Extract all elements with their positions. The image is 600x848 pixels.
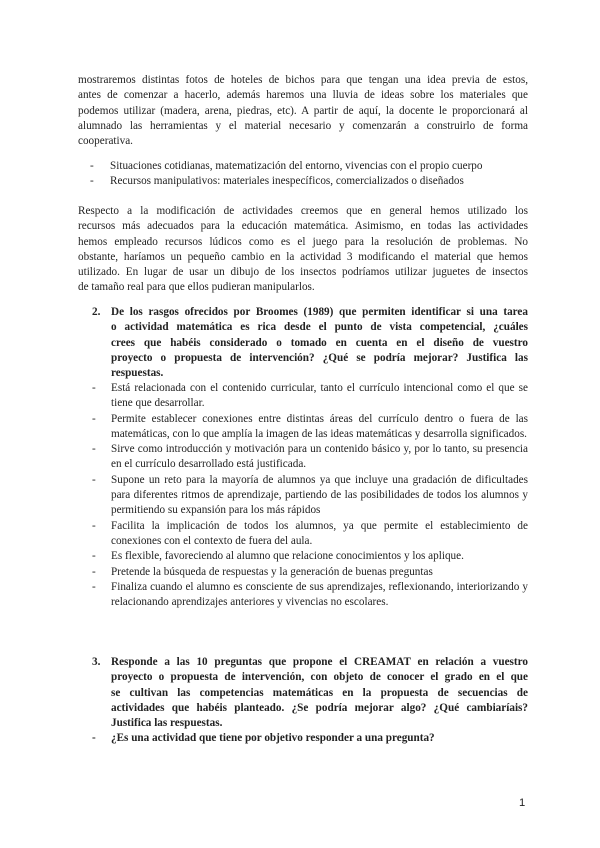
- list-item: [78, 174, 528, 189]
- text-line: obstante, haríamos un pequeño cambio en la actividad 3 modificando el material que hemos: [78, 250, 528, 263]
- list-item-text: Sirve como introducción y motivación para un contenido básico y, por lo tanto, su presencia en el currículo desarrollado está justificada.: [111, 443, 528, 471]
- resources-list: [78, 159, 528, 190]
- list-item: [92, 580, 528, 611]
- list-item-text: ¿Es una actividad que tiene por objetivo responder a una pregunta?: [111, 732, 435, 744]
- list-item: [92, 381, 528, 412]
- text-line: de tamaño real para que ellos pudieran manipularlos.: [78, 281, 315, 294]
- list-item: [92, 519, 528, 550]
- creamat-questions-list: [92, 731, 528, 746]
- list-item: [92, 442, 528, 473]
- list-item: [92, 549, 528, 564]
- list-item-text: Finaliza cuando el alumno es consciente de sus aprendizajes, reflexionando, interiorizando y relacionando aprendizajes anteriores y vivencias no escolares.: [111, 580, 528, 609]
- list-item-text: Permite establecer conexiones entre distintas áreas del currículo dentro o fuera de las matemáticas, con lo que amplía la imagen de las ideas matemáticas y desarrolla significados.: [111, 412, 528, 440]
- text-line: Respecto a la modificación de actividades creemos que en general hemos utilizado los: [78, 205, 528, 217]
- text-line: actividades que habéis planteado. ¿Se podría mejorar algo? ¿Qué cambiaríais?: [111, 701, 528, 714]
- list-item: [92, 731, 528, 746]
- dash-bullet: -: [90, 175, 94, 188]
- dash-bullet: -: [92, 412, 96, 425]
- dash-bullet: -: [92, 443, 96, 456]
- dash-bullet: -: [92, 580, 96, 593]
- list-item-text: Facilita la implicación de todos los alumnos, ya que permite el establecimiento de conexiones con el contexto de fuera del aula.: [111, 519, 528, 547]
- dash-bullet: -: [92, 732, 96, 744]
- question-3-heading: [111, 655, 528, 731]
- list-item-text: Recursos manipulativos: materiales inespecíficos, comercializados o diseñados: [110, 175, 464, 188]
- question-number: 2.: [92, 306, 101, 318]
- text-line: respuestas.: [111, 367, 164, 380]
- dash-bullet: -: [92, 519, 96, 532]
- dash-bullet: -: [92, 550, 96, 563]
- modification-paragraph: [78, 204, 528, 296]
- text-line: o actividad matemática es rica desde el punto de vista competencial, ¿cuáles: [111, 321, 528, 334]
- list-item: [92, 412, 528, 443]
- question-number: 3.: [92, 656, 101, 668]
- dash-bullet: -: [92, 382, 96, 394]
- text-line: crees que habéis considerado o tomado en cuenta en el diseño de vuestro: [111, 336, 528, 349]
- list-item: [92, 565, 528, 580]
- list-item-text: Situaciones cotidianas, matematización del entorno, vivencias con el propio cuerpo: [110, 160, 483, 172]
- text-line: proyecto o propuesta de intervención, con objeto de conocer el grado en el que: [111, 671, 528, 684]
- broomes-answers-list: [92, 381, 528, 610]
- text-line: proyecto o propuesta de intervención? ¿Qué se podría mejorar? Justifica las: [111, 351, 528, 364]
- list-item: [92, 473, 528, 519]
- list-item-text: Está relacionada con el contenido curricular, tanto el currículo intencional como el que se tiene que desarrollar.: [111, 382, 528, 410]
- question-2-heading: [111, 305, 528, 381]
- text-line: cooperativa.: [78, 135, 133, 148]
- text-line: Responde a las 10 preguntas que propone el CREAMAT en relación a vuestro: [111, 656, 528, 668]
- page-number: 1: [519, 797, 526, 809]
- list-item-text: Es flexible, favoreciendo al alumno que relacione conocimientos y los aplique.: [111, 550, 464, 563]
- dash-bullet: -: [92, 473, 96, 486]
- list-item-text: Supone un reto para la mayoría de alumnos ya que incluye una gradación de dificultades para diferentes ritmos de aprendizaje, partiendo de las posibilidades de todos los alumnos y permitiendo su expansión para los más rápidos: [111, 473, 528, 517]
- text-line: antes de comenzar a hacerlo, además haremos una lluvia de ideas sobre los materiales que: [78, 89, 528, 102]
- dash-bullet: -: [90, 160, 94, 172]
- text-line: Justifica las respuestas.: [111, 717, 223, 730]
- text-line: alumnado las herramientas y el material necesario y comenzarán a construirlo de forma: [78, 119, 528, 132]
- text-line: recursos más adecuados para la educación matemática. Asimismo, en todas las actividades: [78, 220, 528, 233]
- dash-bullet: -: [92, 565, 96, 578]
- intro-paragraph: [78, 73, 528, 149]
- text-line: De los rasgos ofrecidos por Broomes (1989) que permiten identificar si una tarea: [111, 306, 528, 318]
- text-line: mostraremos distintas fotos de hoteles de bichos para que tengan una idea previa de estos,: [78, 74, 528, 86]
- list-item-text: Pretende la búsqueda de respuestas y la generación de buenas preguntas: [111, 565, 433, 578]
- list-item: [78, 159, 528, 174]
- text-line: podemos utilizar (madera, arena, piedras, etc). A partir de aquí, la docente le proporcionará al: [78, 104, 528, 117]
- text-line: hemos empleado recursos lúdicos como es el juego para la resolución de problemas. No: [78, 235, 528, 248]
- text-line: utilizado. En lugar de usar un dibujo de los insectos podríamos utilizar juguetes de insectos: [78, 266, 528, 279]
- text-line: se cultivan las competencias matemáticas en la propuesta de secuencias de: [111, 686, 528, 699]
